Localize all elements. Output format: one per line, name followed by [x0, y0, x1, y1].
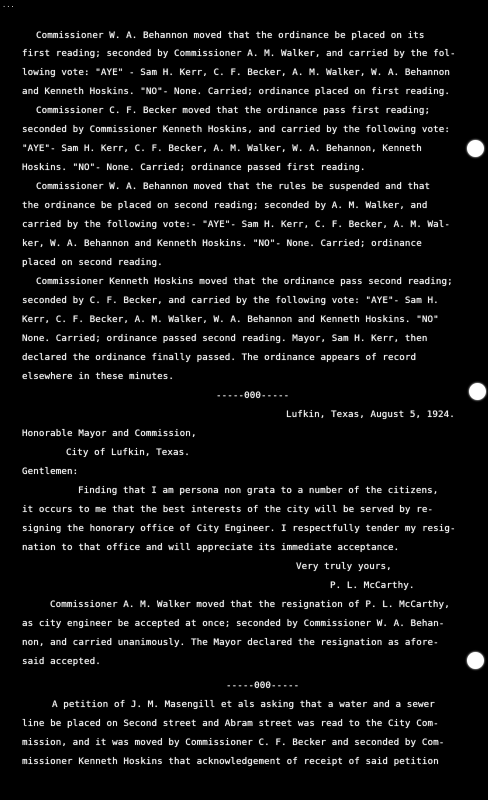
page-corner-mark: ...	[2, 1, 15, 9]
text-line: Commissioner C. F. Becker moved that the ordinance pass first reading;	[36, 105, 431, 116]
text-line: mission, and it was moved by Commissioner C. F. Becker and seconded by Com-	[22, 737, 445, 748]
letter-address: City of Lufkin, Texas.	[66, 447, 190, 458]
text-line: declared the ordinance finally passed. The ordinance appears of record	[22, 352, 417, 363]
text-line: elsewhere in these minutes.	[22, 371, 175, 382]
text-line: said accepted.	[22, 656, 101, 667]
letter-closing: Very truly yours,	[296, 561, 392, 572]
punch-hole	[467, 652, 484, 669]
text-line: Kerr, C. F. Becker, A. M. Walker, W. A. Behannon and Kenneth Hoskins. "NO"	[22, 314, 439, 325]
text-line: signing the honorary office of City Engineer. I respectfully tender my resig-	[22, 523, 456, 534]
letter-salutation: Gentlemen:	[22, 466, 79, 477]
text-line: as city engineer be accepted at once; seconded by Commissioner W. A. Behan-	[22, 618, 445, 629]
section-divider: -----000-----	[216, 390, 290, 401]
text-line: first reading; seconded by Commissioner A. M. Walker, and carried by the fol-	[22, 48, 456, 59]
text-line: carried by the following vote:- "AYE"- Sam H. Kerr, C. F. Becker, A. M. Wal-	[22, 219, 450, 230]
text-line: Commissioner Kenneth Hoskins moved that the ordinance pass second reading;	[36, 276, 453, 287]
text-line: Commissioner A. M. Walker moved that the resignation of P. L. McCarthy,	[50, 599, 450, 610]
text-line: lowing vote: "AYE" - Sam H. Kerr, C. F. Becker, A. M. Walker, W. A. Behannon	[22, 67, 450, 78]
letter-addressee: Honorable Mayor and Commission,	[22, 428, 197, 439]
text-line: non, and carried unanimously. The Mayor declared the resignation as afore-	[22, 637, 439, 648]
text-line: seconded by C. F. Becker, and carried by the following vote: "AYE"- Sam H.	[22, 295, 439, 306]
text-line: seconded by Commissioner Kenneth Hoskins, and carried by the following vote:	[22, 124, 450, 135]
text-line: Commissioner W. A. Behannon moved that the rules be suspended and that	[36, 181, 431, 192]
text-line: line be placed on Second street and Abram street was read to the City Com-	[22, 718, 439, 729]
letter-signature: P. L. McCarthy.	[330, 580, 415, 591]
text-line: Finding that I am persona non grata to a number of the citizens,	[78, 485, 439, 496]
text-line: nation to that office and will appreciate its immediate acceptance.	[22, 542, 400, 553]
text-line: and Kenneth Hoskins. "NO"- None. Carried; ordinance placed on first reading.	[22, 86, 450, 97]
text-line: A petition of J. M. Masengill et als asking that a water and a sewer	[52, 699, 435, 710]
section-divider: -----000-----	[226, 680, 300, 691]
text-line: missioner Kenneth Hoskins that acknowledgement of receipt of said petition	[22, 756, 439, 767]
text-line: Commissioner W. A. Behannon moved that the ordinance be placed on its	[36, 30, 425, 41]
punch-hole	[467, 140, 484, 157]
text-line: "AYE"- Sam H. Kerr, C. F. Becker, A. M. Walker, W. A. Behannon, Kenneth	[22, 143, 422, 154]
text-line: it occurs to me that the best interests of the city will be served by re-	[22, 504, 434, 515]
punch-hole	[469, 383, 486, 400]
text-line: the ordinance be placed on second reading; seconded by A. M. Walker, and	[22, 200, 428, 211]
text-line: ker, W. A. Behannon and Kenneth Hoskins. "NO"- None. Carried; ordinance	[22, 238, 422, 249]
text-line: placed on second reading.	[22, 257, 163, 268]
text-line: None. Carried; ordinance passed second reading. Mayor, Sam H. Kerr, then	[22, 333, 428, 344]
text-line: Hoskins. "NO"- None. Carried; ordinance passed first reading.	[22, 162, 366, 173]
letter-date: Lufkin, Texas, August 5, 1924.	[286, 409, 455, 420]
